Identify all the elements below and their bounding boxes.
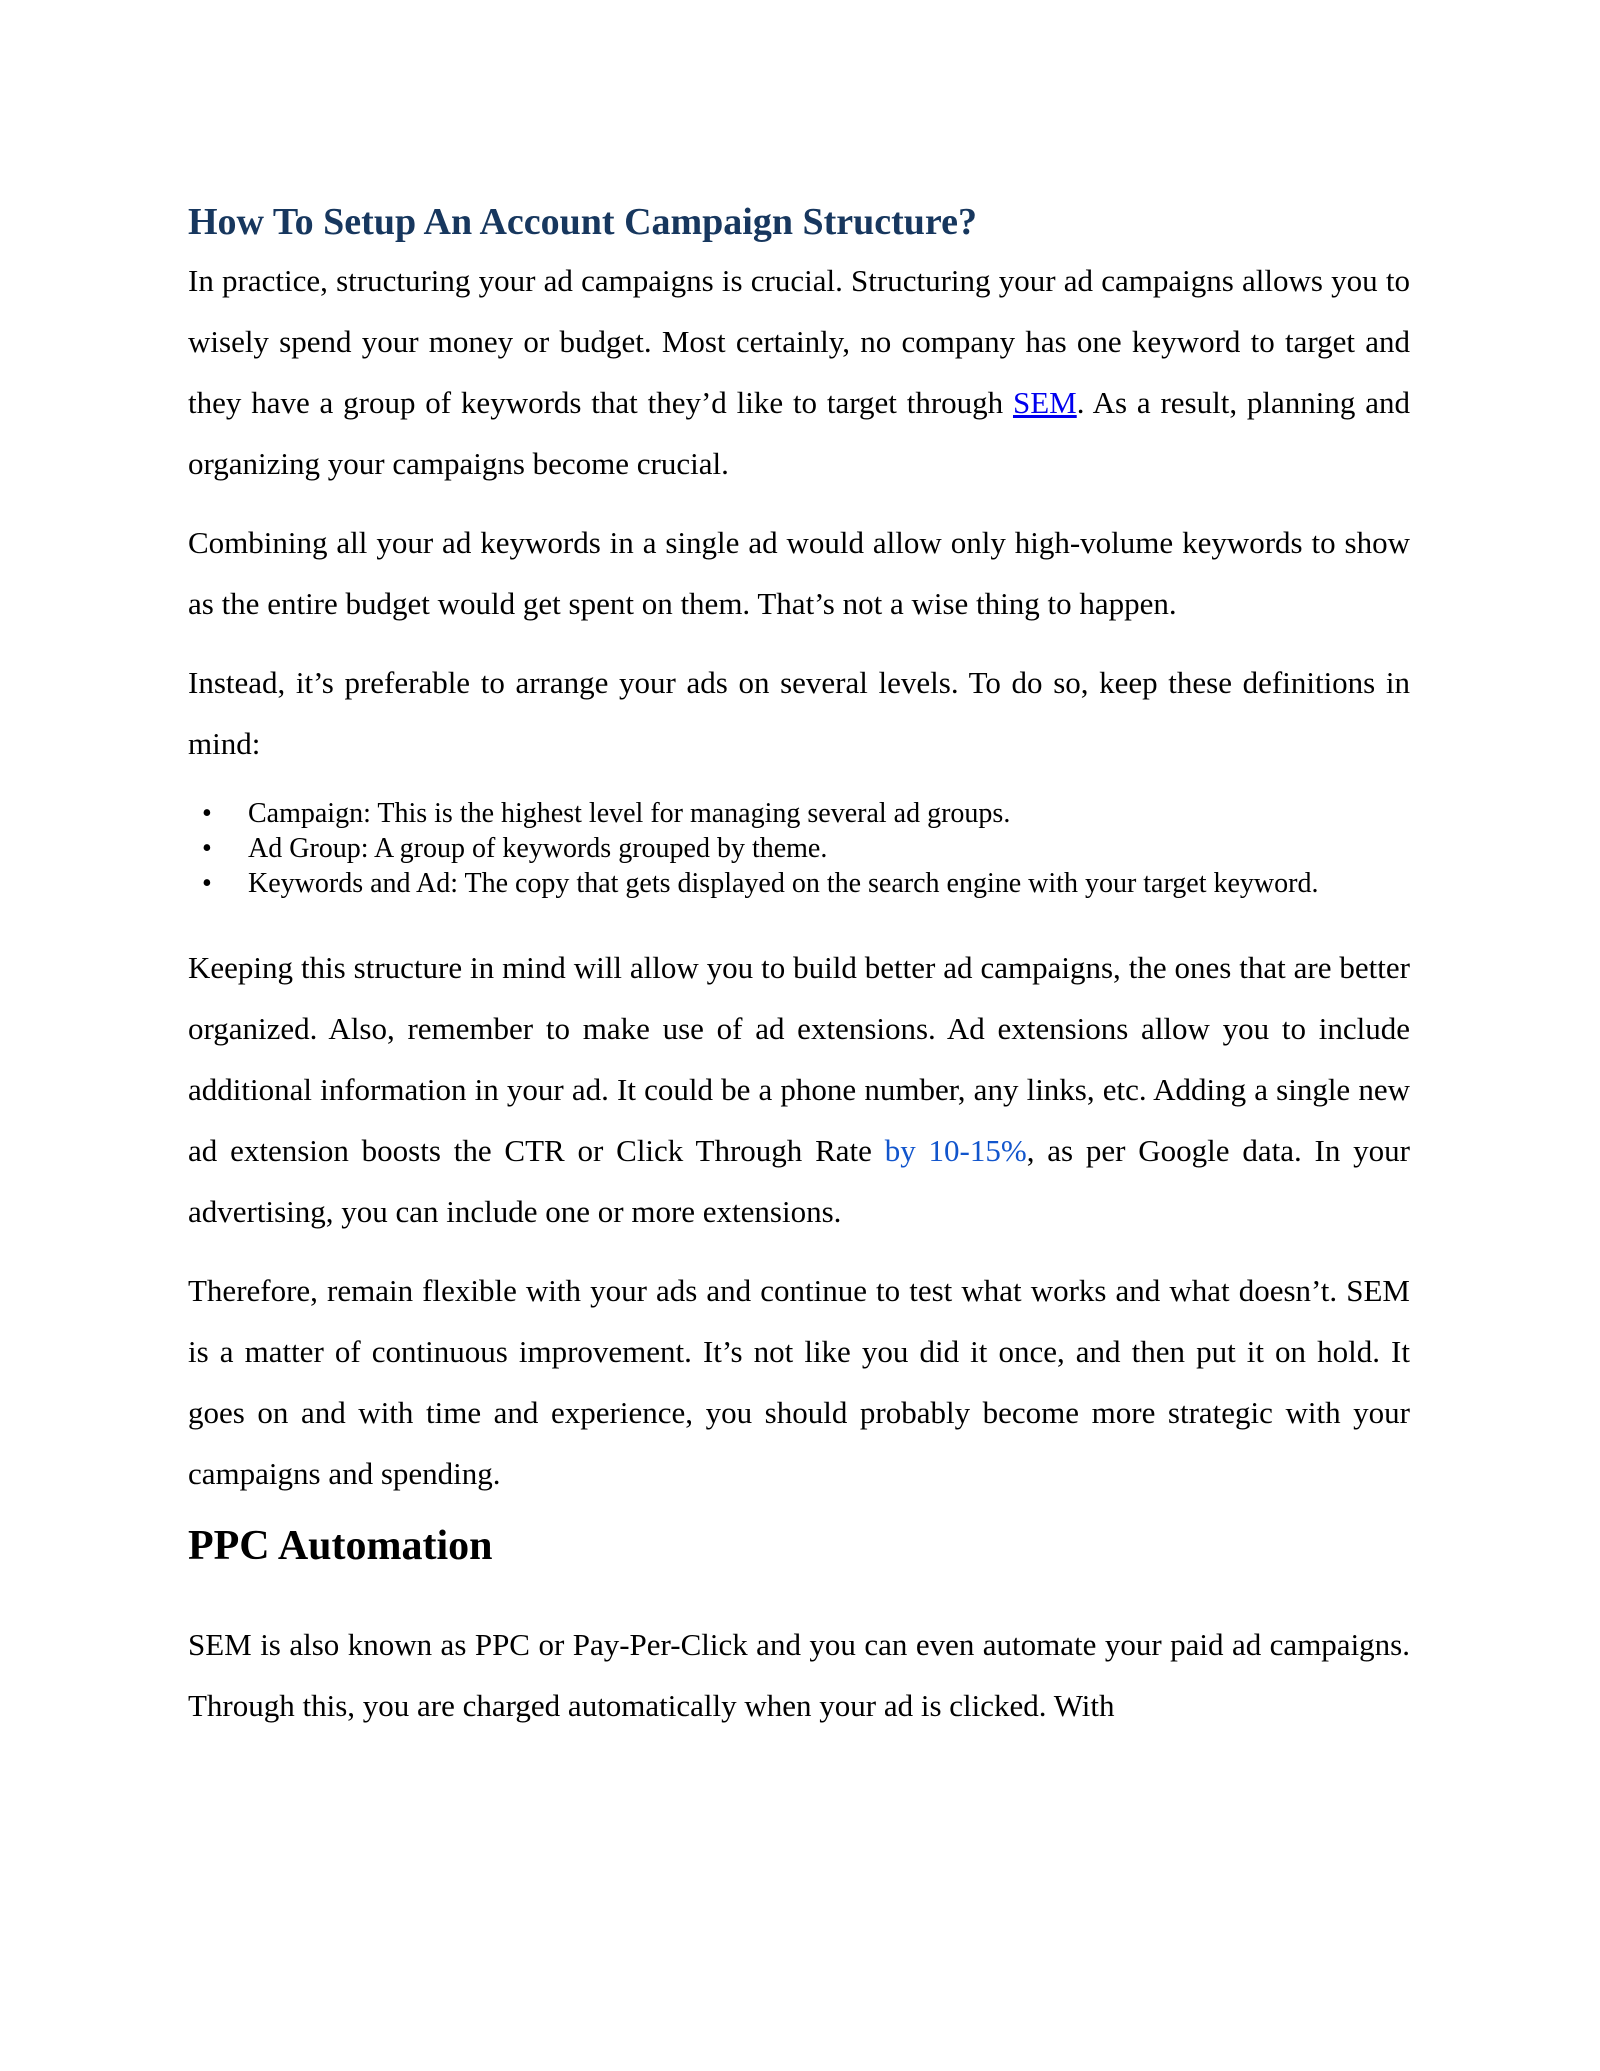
document-page: [188, 198, 1410, 1736]
list-item: [188, 831, 1410, 866]
paragraph-therefore: Therefore, remain flexible with your ads and continue to test what works and what doesn’t. SEM is a matter of continuous improvement. It’s not like you did it once, and then put it on hold. It goes on and with time and experience, you should probably become more strategic with your campaigns and spending.: [188, 1273, 1410, 1491]
paragraph-keeping-tail: , as per Google data. In your advertising, you can include one or more extensions.: [188, 1133, 1410, 1229]
paragraph-structuring: [188, 250, 1410, 494]
definition-campaign: Campaign: This is the highest level for managing several ad groups.: [248, 798, 1011, 829]
paragraph-structuring-tail: . As a result, planning and organizing your campaigns become crucial.: [188, 385, 1410, 481]
bullet-icon: •: [202, 868, 212, 899]
ctr-stat-link[interactable]: by 10-15%: [884, 1133, 1027, 1168]
definitions-list: [188, 796, 1410, 901]
list-item: [188, 796, 1410, 831]
paragraph-keeping-text: Keeping this structure in mind will allow you to build better ad campaigns, the ones that are better organized. Also, remember to make use of ad extensions. Ad extensions allow you to include additional information in your ad. It could be a phone number, any links, etc. Adding a single new ad extension boosts the CTR or Click Through Rate: [188, 950, 1410, 1168]
paragraph-combining: Combining all your ad keywords in a single ad would allow only high-volume keywords to show as the entire budget would get spent on them. That’s not a wise thing to happen.: [188, 525, 1410, 621]
paragraph-ppc: SEM is also known as PPC or Pay-Per-Click and you can even automate your paid ad campaigns. Through this, you are charged automatically when your ad is clicked. With: [188, 1627, 1410, 1723]
definition-keywords-ad: Keywords and Ad: The copy that gets displayed on the search engine with your target keyword.: [248, 868, 1319, 899]
bullet-icon: •: [202, 798, 212, 829]
paragraph-structuring-text: In practice, structuring your ad campaigns is crucial. Structuring your ad campaigns allows you to wisely spend your money or budget. Most certainly, no company has one keyword to target and they have a group of keywords that they’d like to target through: [188, 263, 1410, 420]
definition-ad-group: Ad Group: A group of keywords grouped by theme.: [248, 833, 828, 864]
paragraph-keeping-structure: [188, 937, 1410, 1242]
heading-campaign-structure: How To Setup An Account Campaign Structure?: [188, 201, 977, 243]
list-item: [188, 866, 1410, 901]
heading-ppc-automation: PPC Automation: [188, 1523, 493, 1569]
bullet-icon: •: [202, 833, 212, 864]
paragraph-instead: Instead, it’s preferable to arrange your ads on several levels. To do so, keep these definitions in mind:: [188, 665, 1410, 761]
sem-link[interactable]: SEM: [1012, 385, 1077, 420]
